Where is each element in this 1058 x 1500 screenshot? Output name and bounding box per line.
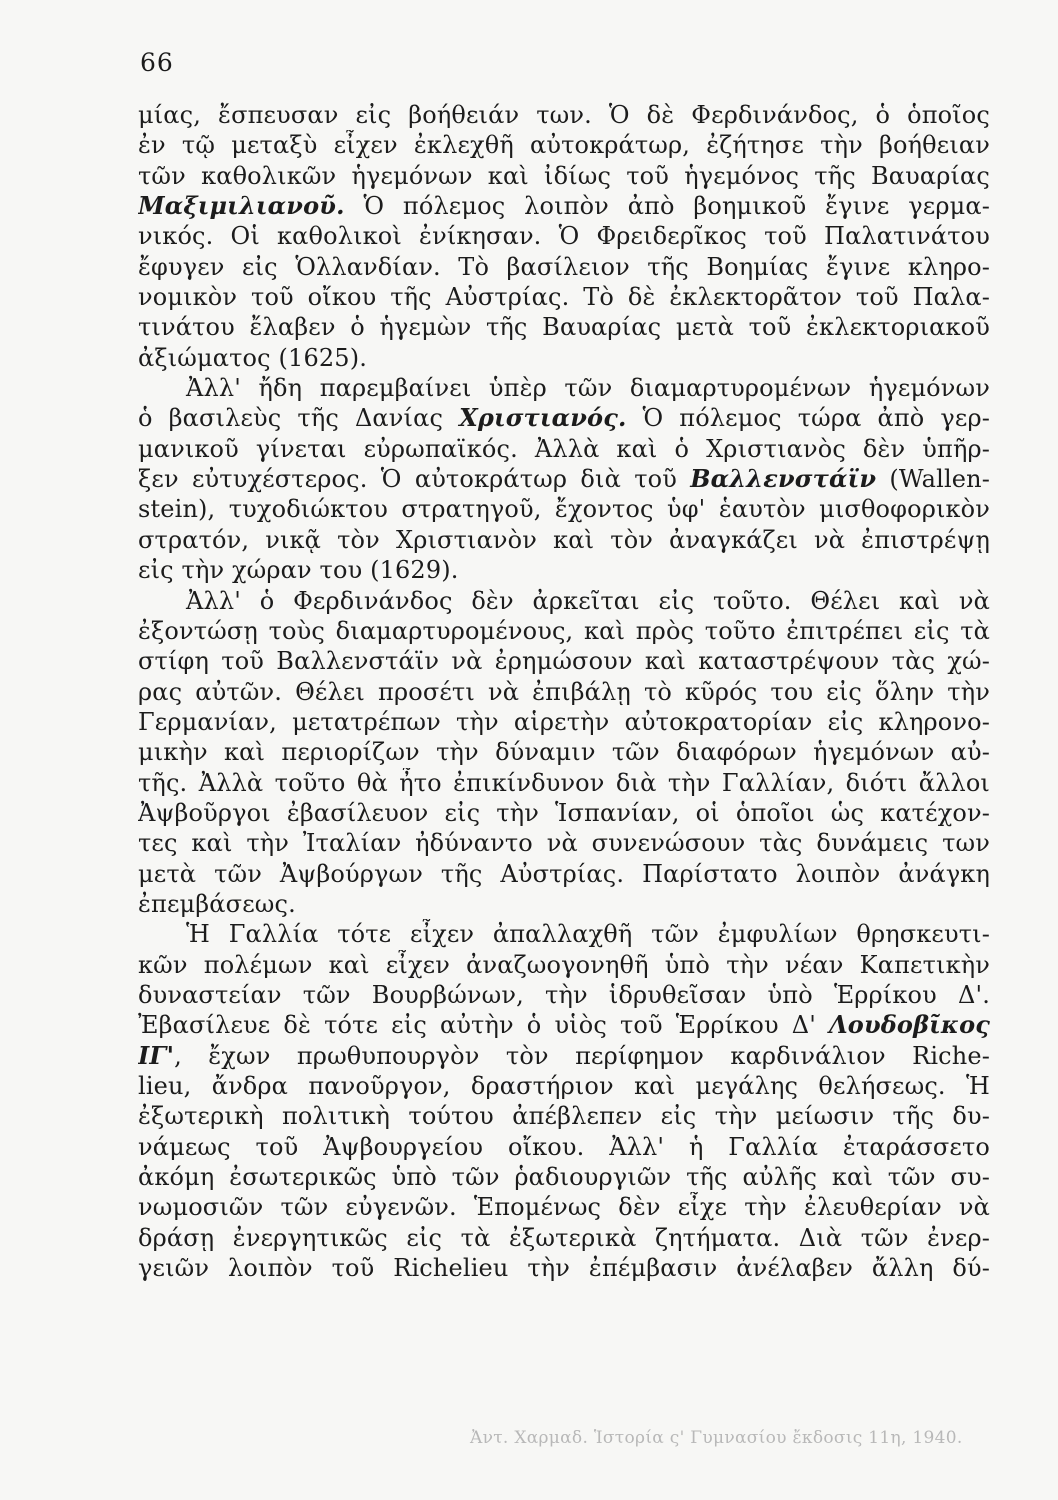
text-run: ἐν τῷ μεταξὺ εἶχεν ἐκλεχθῆ αὐτοκράτωρ, ἐζήτησε τὴν βοήθειαν: [138, 131, 990, 160]
text-run: Ἀλλ' ἤδη παρεμβαίνει ὑπὲρ τῶν διαμαρτυρομένων ἡγεμόνων: [186, 374, 990, 403]
text-run: στίφη τοῦ Βαλλενστάϊν νὰ ἐρημώσουν καὶ καταστρέψουν τὰς χώ-: [138, 647, 990, 676]
emphasized-name: ΙΓ': [138, 1040, 175, 1070]
text-run: ξεν εὐτυχέστερος. Ὁ αὐτοκράτωρ διὰ τοῦ: [138, 465, 691, 494]
text-run: ρας αὐτῶν. Θέλει προσέτι νὰ ἐπιβάλῃ τὸ κῦρός του εἰς ὅλην τὴν: [138, 677, 990, 706]
text-run: Ἀλλ' ὁ Φερδινάνδος δὲν ἀρκεῖται εἰς τοῦτο. Θέλει καὶ νὰ: [186, 586, 990, 615]
text-run: Ἀψβοῦργοι ἐβασίλευον εἰς τὴν Ἱσπανίαν, οἱ ὁποῖοι ὡς κατέχον-: [138, 798, 990, 827]
text-line: [138, 798, 990, 828]
text-line: [138, 980, 990, 1010]
emphasized-name: Λουδοβῖκος: [829, 1010, 990, 1040]
text-line: [138, 343, 990, 373]
text-run: εἰς τὴν χώραν του (1629).: [138, 556, 459, 585]
text-run: τες καὶ τὴν Ἰταλίαν ἠδύναντο νὰ συνενώσουν τὰς δυνάμεις των: [138, 829, 990, 858]
text-line: [138, 434, 990, 464]
text-line: [138, 100, 990, 130]
text-run: Ὁ πόλεμος λοιπὸν ἀπὸ βοημικοῦ ἔγινε γερμα-: [344, 192, 990, 221]
text-line: [138, 859, 990, 889]
text-line: [138, 1223, 990, 1253]
text-line: [138, 403, 990, 433]
text-line: [138, 130, 990, 160]
text-line: [138, 737, 990, 767]
text-line: [138, 555, 990, 585]
text-run: τῶν καθολικῶν ἡγεμόνων καὶ ἰδίως τοῦ ἡγεμόνος τῆς Βαυαρίας: [138, 161, 990, 190]
text-run: ὁ βασιλεὺς τῆς Δανίας: [138, 404, 460, 433]
text-line: [138, 373, 990, 403]
text-run: δυναστείαν τῶν Βουρβώνων, τὴν ἱδρυθεῖσαν ὑπὸ Ἑρρίκου Δ'.: [138, 980, 990, 1009]
body-text: [138, 100, 990, 1283]
text-line: [138, 1101, 990, 1131]
text-line: [138, 312, 990, 342]
text-run: νομικὸν τοῦ οἴκου τῆς Αὐστρίας. Τὸ δὲ ἐκλεκτορᾶτον τοῦ Παλα-: [138, 283, 990, 312]
text-run: Γερμανίαν, μετατρέπων τὴν αἱρετὴν αὐτοκρατορίαν εἰς κληρονο-: [138, 707, 990, 736]
text-line: [138, 1162, 990, 1192]
text-line: [138, 828, 990, 858]
text-line: [138, 464, 990, 494]
text-run: Ἡ Γαλλία τότε εἶχεν ἀπαλλαχθῆ τῶν ἐμφυλίων θρησκευτι-: [186, 920, 990, 949]
text-run: ἀξιώματος (1625).: [138, 343, 367, 372]
text-line: [138, 221, 990, 251]
text-line: [138, 889, 990, 919]
text-run: τῆς. Ἀλλὰ τοῦτο θὰ ἦτο ἐπικίνδυνον διὰ τὴν Γαλλίαν, διότι ἄλλοι: [138, 768, 990, 797]
text-line: [138, 161, 990, 191]
text-line: [138, 494, 990, 524]
text-run: δράσῃ ἐνεργητικῶς εἰς τὰ ἐξωτερικὰ ζητήματα. Διὰ τῶν ἐνερ-: [138, 1223, 990, 1252]
text-run: νωμοσιῶν τῶν εὐγενῶν. Ἑπομένως δὲν εἶχε τὴν ἐλευθερίαν νὰ: [138, 1193, 990, 1222]
text-run: lieu, ἄνδρα πανοῦργον, δραστήριον καὶ μεγάλης θελήσεως. Ἡ: [138, 1072, 990, 1100]
page-number: 66: [140, 48, 174, 77]
text-line: [138, 1253, 990, 1283]
text-run: γειῶν λοιπὸν τοῦ Richelieu τὴν ἐπέμβασιν ἀνέλαβεν ἄλλη δύ-: [138, 1254, 990, 1283]
text-line: [138, 919, 990, 949]
text-line: [138, 768, 990, 798]
text-line: [138, 1041, 990, 1071]
emphasized-name: Μαξιμιλιανοῦ.: [138, 191, 345, 221]
text-run: , ἔχων πρωθυπουργὸν τὸν περίφημον καρδινάλιον Riche-: [174, 1041, 990, 1070]
emphasized-name: Βαλλενστάϊν: [690, 464, 877, 494]
text-line: [138, 525, 990, 555]
text-run: στρατόν, νικᾷ τὸν Χριστιανὸν καὶ τὸν ἀναγκάζει νὰ ἐπιστρέψῃ: [138, 525, 990, 554]
text-line: [138, 1192, 990, 1222]
text-run: νάμεως τοῦ Ἀψβουργείου οἴκου. Ἀλλ' ἡ Γαλλία ἐταράσσετο: [138, 1132, 990, 1161]
emphasized-name: Χριστιανός.: [459, 403, 627, 433]
text-run: stein), τυχοδιώκτου στρατηγοῦ, ἔχοντος ὑφ' ἑαυτὸν μισθοφορικὸν: [138, 495, 990, 524]
text-run: ἔφυγεν εἰς Ὁλλανδίαν. Τὸ βασίλειον τῆς Βοημίας ἔγινε κληρο-: [138, 252, 990, 281]
text-run: μίας, ἔσπευσαν εἰς βοήθειάν των. Ὁ δὲ Φερδινάνδος, ὁ ὁποῖος: [138, 101, 990, 129]
text-run: Ἐβασίλευε δὲ τότε εἰς αὐτὴν ὁ υἱὸς τοῦ Ἑρρίκου Δ': [138, 1011, 830, 1040]
text-line: [138, 1010, 990, 1040]
text-line: [138, 252, 990, 282]
text-line: [138, 191, 990, 221]
text-run: ἐξοντώσῃ τοὺς διαμαρτυρομένους, καὶ πρὸς τοῦτο ἐπιτρέπει εἰς τὰ: [138, 616, 990, 645]
text-line: [138, 950, 990, 980]
text-run: ἐξωτερικὴ πολιτικὴ τούτου ἀπέβλεπεν εἰς τὴν μείωσιν τῆς δυ-: [138, 1102, 990, 1131]
text-line: [138, 282, 990, 312]
text-line: [138, 707, 990, 737]
text-line: [138, 677, 990, 707]
text-line: [138, 1071, 990, 1101]
text-line: [138, 646, 990, 676]
text-line: [138, 586, 990, 616]
bleed-through-footnote: Ἀντ. Χαρμαδ. Ἱστορία ς' Γυμνασίου ἔκδοσις 11η, 1940.: [470, 1428, 963, 1448]
text-run: (Wallen-: [876, 465, 990, 494]
text-run: μικὴν καὶ περιορίζων τὴν δύναμιν τῶν διαφόρων ἡγεμόνων αὐ-: [138, 738, 990, 767]
text-run: μανικοῦ γίνεται εὐρωπαϊκός. Ἀλλὰ καὶ ὁ Χριστιανὸς δὲν ὑπῆρ-: [138, 434, 990, 463]
text-line: [138, 616, 990, 646]
text-run: ἀκόμη ἐσωτερικῶς ὑπὸ τῶν ῥαδιουργιῶν τῆς αὐλῆς καὶ τῶν συ-: [138, 1163, 990, 1192]
text-run: νικός. Οἱ καθολικοὶ ἐνίκησαν. Ὁ Φρειδερῖκος τοῦ Παλατινάτου: [138, 222, 990, 251]
text-run: κῶν πολέμων καὶ εἶχεν ἀναζωογονηθῆ ὑπὸ τὴν νέαν Καπετικὴν: [138, 950, 990, 979]
text-line: [138, 1132, 990, 1162]
text-run: Ὁ πόλεμος τώρα ἀπὸ γερ-: [626, 404, 990, 433]
text-run: μετὰ τῶν Ἀψβούργων τῆς Αὐστρίας. Παρίστατο λοιπὸν ἀνάγκη: [138, 859, 990, 888]
text-run: τινάτου ἔλαβεν ὁ ἡγεμὼν τῆς Βαυαρίας μετὰ τοῦ ἐκλεκτοριακοῦ: [138, 313, 990, 342]
text-run: ἐπεμβάσεως.: [138, 889, 296, 918]
